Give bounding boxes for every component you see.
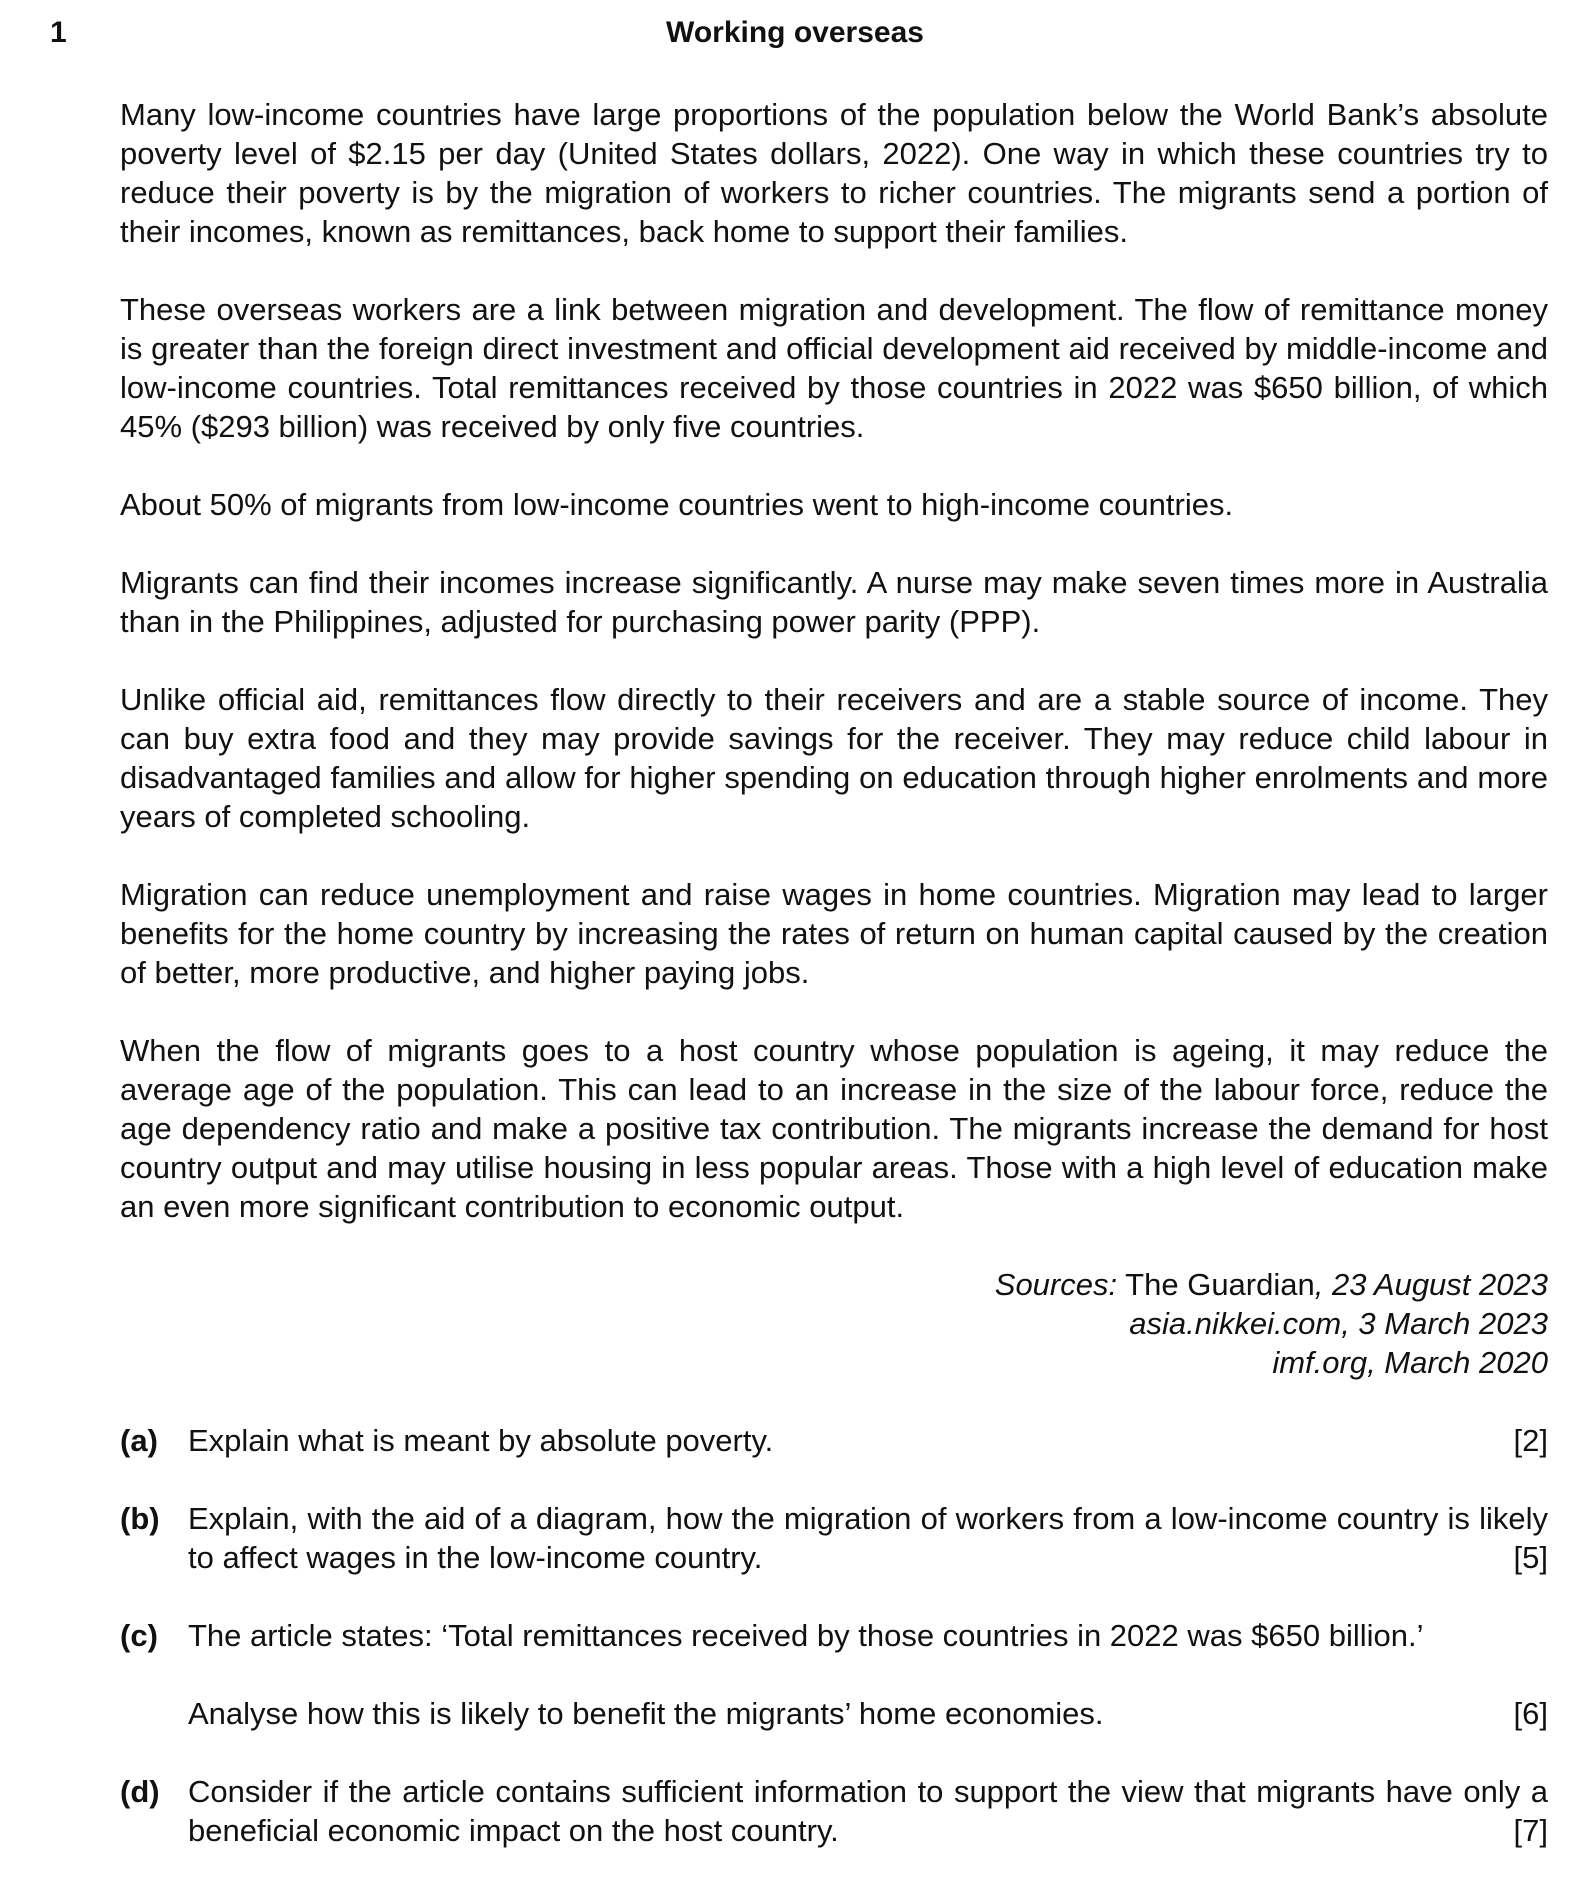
question-c-subtext: Analyse how this is likely to benefit the migrants’ home economies. — [188, 1696, 1104, 1731]
question-a-marks: [2] — [1513, 1423, 1548, 1458]
question-b-marks: [5] — [1513, 1540, 1548, 1575]
source-guardian-name: The Guardian — [1125, 1267, 1315, 1302]
source-nikkei: asia.nikkei.com, 3 March 2023 — [1129, 1306, 1548, 1341]
question-a-text: Explain what is meant by absolute poverty. — [188, 1423, 774, 1458]
question-number: 1 — [50, 16, 67, 49]
question-c-text: The article states: ‘Total remittances received by those countries in 2022 was $650 billion.’ — [188, 1618, 1424, 1653]
question-b-label: (b) — [120, 1501, 160, 1536]
question-b-text: Explain, with the aid of a diagram, how the migration of workers from a low-income country is likely to affect wages in the low-income country. — [188, 1501, 1548, 1575]
question-d-label: (d) — [120, 1774, 160, 1809]
question-d-marks: [7] — [1513, 1813, 1548, 1848]
paragraph-3: About 50% of migrants from low-income countries went to high-income countries. — [120, 487, 1234, 522]
question-a-label: (a) — [120, 1423, 158, 1458]
question-d — [120, 1772, 1548, 1850]
source-imf: imf.org, March 2020 — [1272, 1345, 1548, 1380]
paragraph-1: Many low-income countries have large proportions of the population below the World Bank’s absolute poverty level of $2.15 per day (United States dollars, 2022). One way in which these countries try to reduce their poverty is by the migration of workers to richer countries. The migrants send a portion of their incomes, known as remittances, back home to support their families. — [120, 97, 1548, 249]
paragraph-7: When the flow of migrants goes to a host country whose population is ageing, it may reduce the average age of the population. This can lead to an increase in the size of the labour force, reduce the age dependency ratio and make a positive tax contribution. The migrants increase the demand for host country output and may utilise housing in less popular areas. Those with a high level of education make an even more significant contribution to economic output. — [120, 1033, 1548, 1224]
question-d-text: Consider if the article contains sufficient information to support the view that migrants have only a beneficial economic impact on the host country. — [188, 1774, 1548, 1848]
article-title: Working overseas — [666, 16, 924, 49]
question-c-label: (c) — [120, 1618, 158, 1653]
sources-label: Sources: — [994, 1267, 1118, 1302]
question-c-marks: [6] — [1513, 1696, 1548, 1731]
article-body — [120, 95, 1548, 1889]
question-a — [120, 1421, 1548, 1460]
paragraph-4: Migrants can find their incomes increase significantly. A nurse may make seven times more in Australia than in the Philippines, adjusted for purchasing power parity (PPP). — [120, 565, 1548, 639]
source-guardian-date: , 23 August 2023 — [1314, 1267, 1548, 1302]
paragraph-5: Unlike official aid, remittances flow directly to their receivers and are a stable source of income. They can buy extra food and they may provide savings for the receiver. They may reduce child labour in disadvantaged families and allow for higher spending on education through higher enrolments and more years of completed schooling. — [120, 682, 1548, 834]
paragraph-2: These overseas workers are a link between migration and development. The flow of remittance money is greater than the foreign direct investment and official development aid received by middle-income and low-income countries. Total remittances received by those countries in 2022 was $650 billion, of which 45% ($293 billion) was received by only five countries. — [120, 292, 1548, 444]
sources-block — [120, 1265, 1548, 1382]
paragraph-6: Migration can reduce unemployment and raise wages in home countries. Migration may lead to larger benefits for the home country by increasing the rates of return on human capital caused by the creation of better, more productive, and higher paying jobs. — [120, 877, 1548, 990]
question-c — [120, 1616, 1548, 1733]
question-b — [120, 1499, 1548, 1577]
